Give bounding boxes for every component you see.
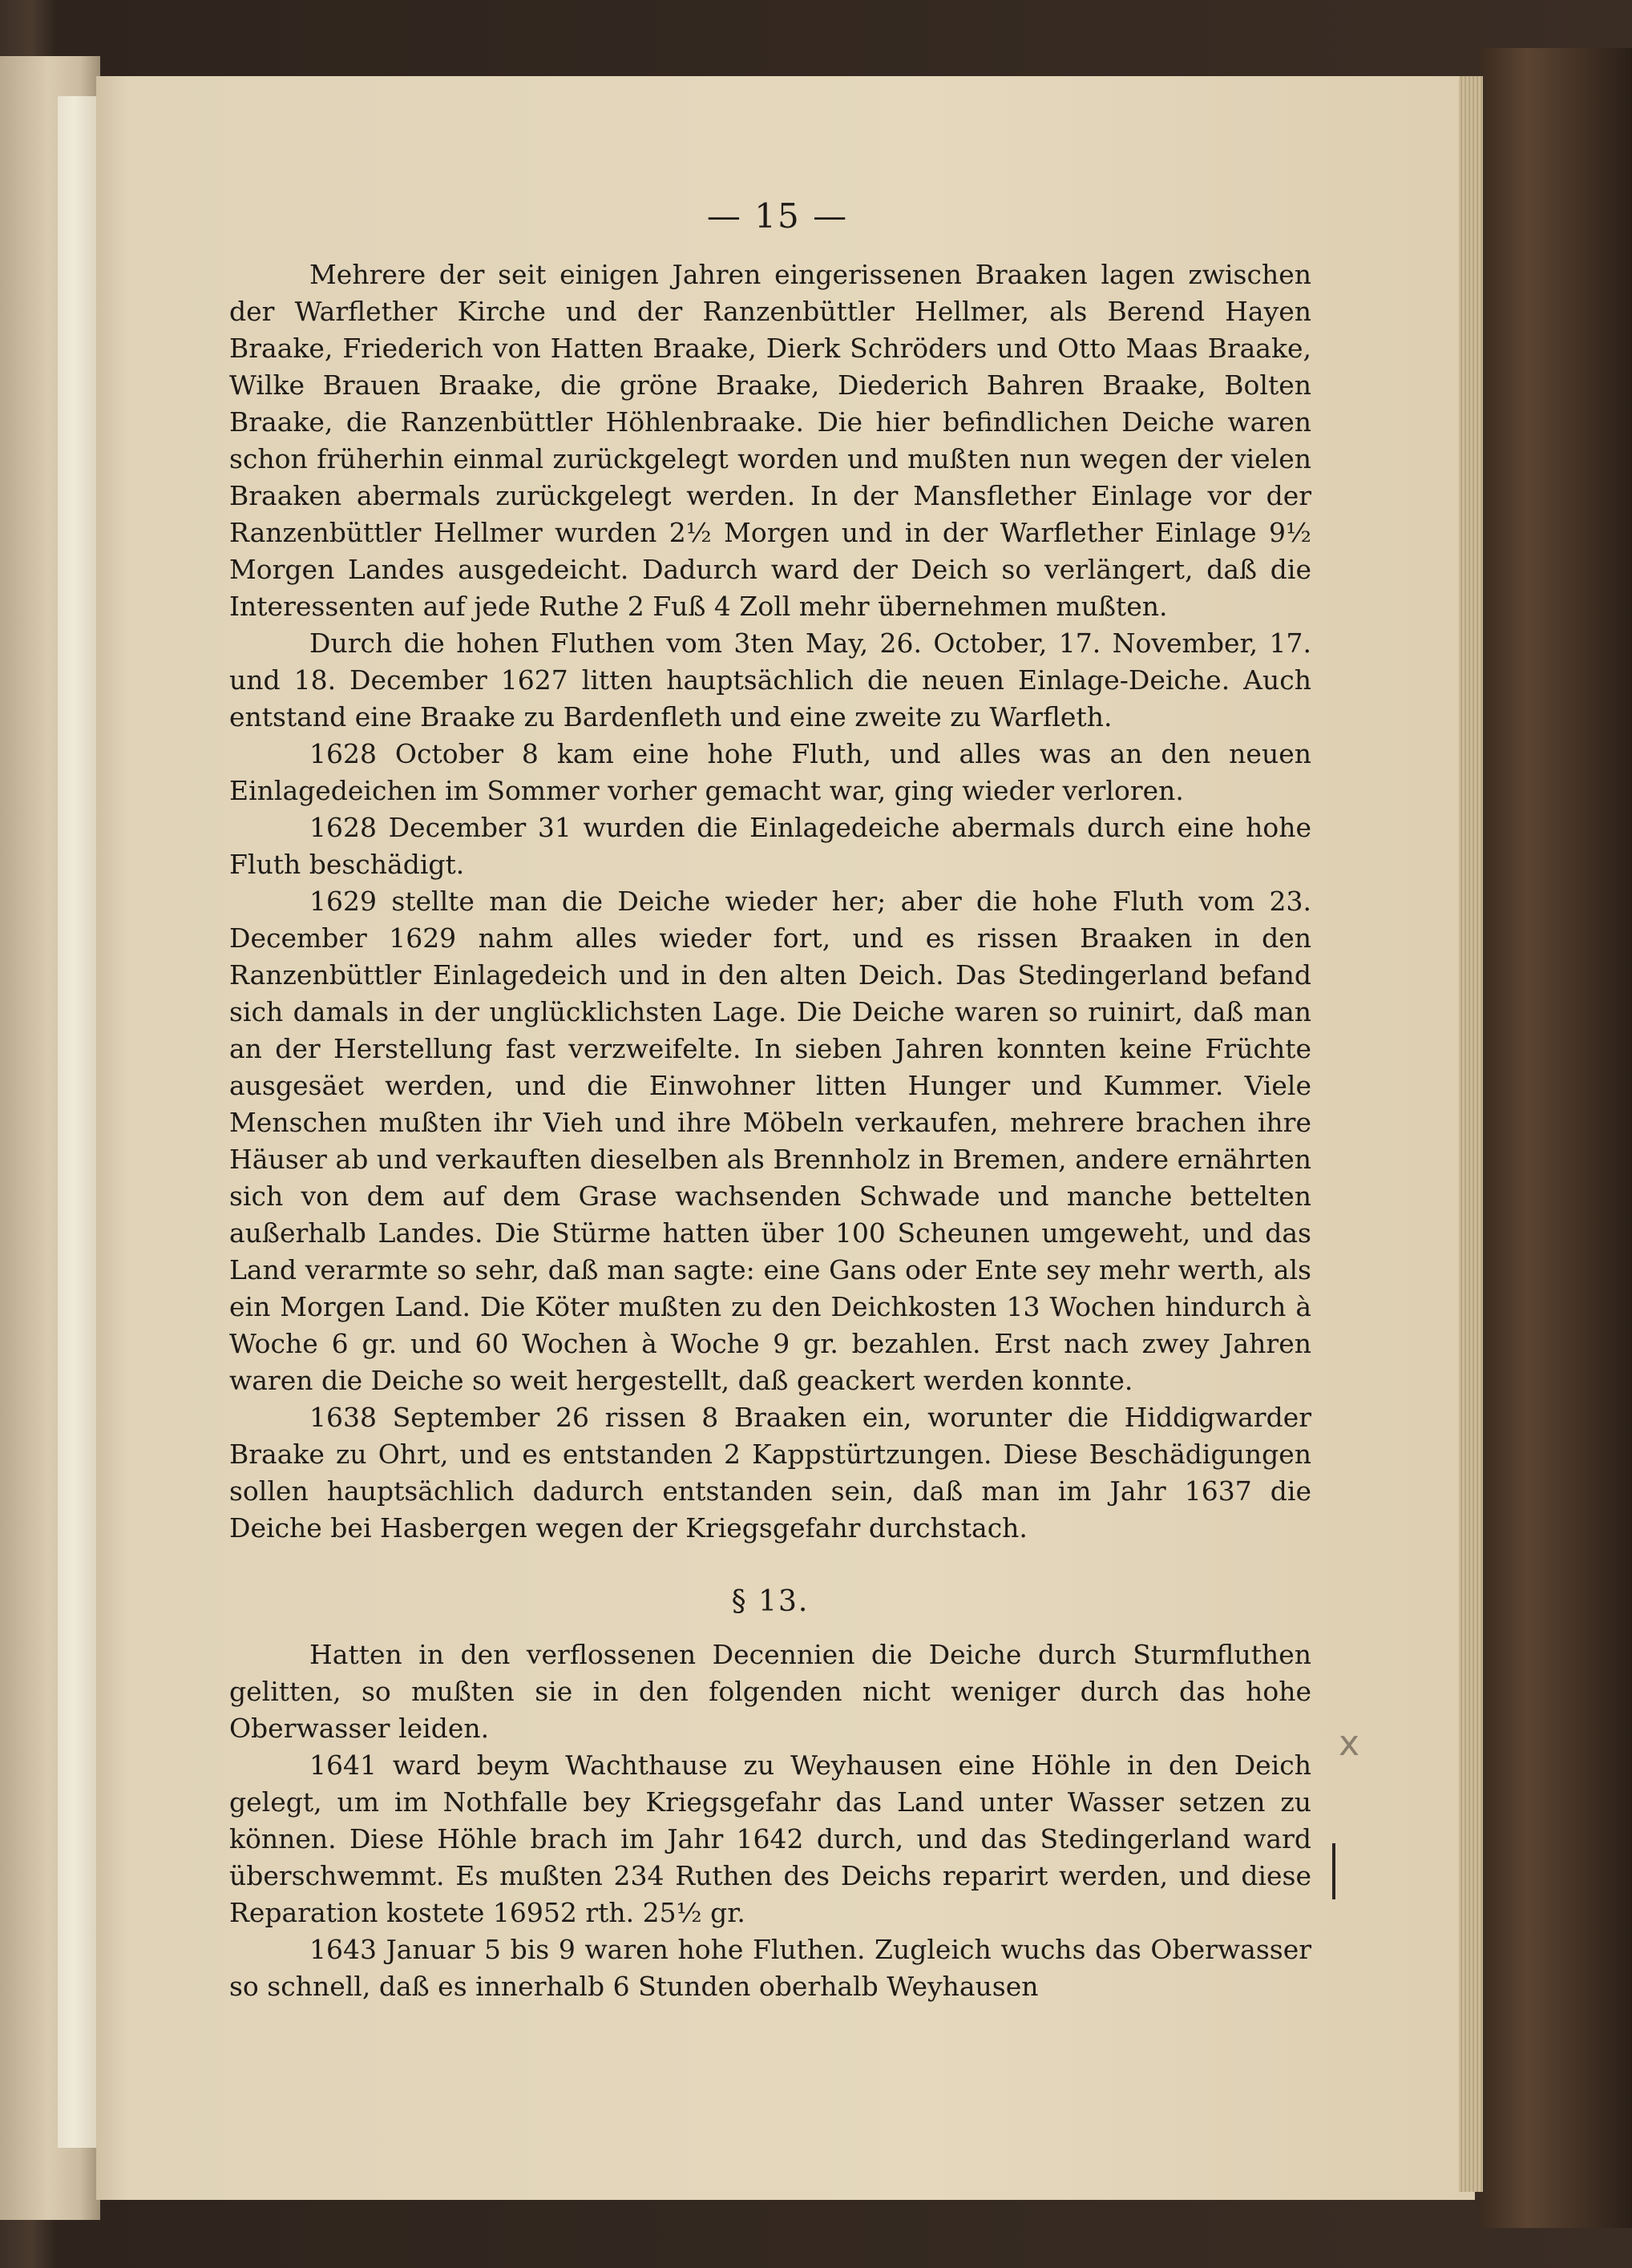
page-number: — 15 —	[706, 196, 849, 236]
page-text	[229, 256, 1311, 2005]
page-edges	[1459, 76, 1483, 2192]
margin-bar-mark	[1332, 1843, 1335, 1899]
paragraph: 1628 December 31 wurden die Einlagedeiche abermals durch eine hohe Fluth beschädigt.	[229, 812, 1311, 880]
margin-note: x	[1339, 1723, 1360, 1764]
book-cover-edge	[1480, 48, 1632, 2228]
paragraph: 1641 ward beym Wachthause zu Weyhausen eine Höhle in den Deich gelegt, um im Nothfalle bey Kriegsgefahr das Land unter Wasser setzen zu können. Diese Höhle brach im Jahr 1642 durch, und das Stedingerland ward überschwemmt. Es mußten 234 Ruthen des Deichs reparirt werden, und diese Reparation kostete 16952 rth. 25½ gr.	[229, 1749, 1311, 1928]
paragraph: Mehrere der seit einigen Jahren eingerissenen Braaken lagen zwischen der Warflether Kirche und der Ranzenbüttler Hellmer, als Berend Hayen Braake, Friederich von Hatten Braake, Dierk Schröders und Otto Maas Braake, Wilke Brauen Braake, die gröne Braake, Diederich Bahren Braake, Bolten Braake, die Ranzenbüttler Höhlenbraake. Die hier befindlichen Deiche waren schon früherhin einmal zurückgelegt worden und mußten nun wegen der vielen Braaken abermals zurückgelegt werden. In der Mansflether Einlage vor der Ranzenbüttler Hellmer wurden 2½ Morgen und in der Warflether Einlage 9½ Morgen Landes ausgedeicht. Dadurch ward der Deich so verlängert, daß die Interessenten auf jede Ruthe 2 Fuß 4 Zoll mehr übernehmen mußten.	[229, 259, 1311, 622]
paragraph: 1629 stellte man die Deiche wieder her; aber die hohe Fluth vom 23. December 1629 nahm alles wieder fort, und es rissen Braaken in den Ranzenbüttler Einlagedeich und in den alten Deich. Das Stedingerland befand sich damals in der unglücklichsten Lage. Die Deiche waren so ruinirt, daß man an der Herstellung fast verzweifelte. In sieben Jahren konnten keine Früchte ausgesäet werden, und die Einwohner litten Hunger und Kummer. Viele Menschen mußten ihr Vieh und ihre Möbeln verkaufen, mehrere brachen ihre Häuser ab und verkauften dieselben als Brennholz in Bremen, andere ernährten sich von dem auf dem Grase wachsenden Schwade und manche bettelten außerhalb Landes. Die Stürme hatten über 100 Scheunen umgeweht, und das Land verarmte so sehr, daß man sagte: eine Gans oder Ente sey mehr werth, als ein Morgen Land. Die Köter mußten zu den Deichkosten 13 Wochen hindurch à Woche 6 gr. und 60 Wochen à Woche 9 gr. bezahlen. Erst nach zwey Jahren waren die Deiche so weit hergestellt, daß geackert werden konnte.	[229, 886, 1311, 1396]
paragraph: 1628 October 8 kam eine hohe Fluth, und alles was an den neuen Einlagedeichen im Sommer vorher gemacht war, ging wieder verloren.	[229, 738, 1311, 806]
section-heading: § 13.	[731, 1585, 810, 1618]
paragraph: 1638 September 26 rissen 8 Braaken ein, worunter die Hiddigwarder Braake zu Ohrt, und es entstanden 2 Kappstürtzungen. Diese Beschädigungen sollen hauptsächlich dadurch entstanden sein, daß man im Jahr 1637 die Deiche bei Hasbergen wegen der Kriegsgefahr durchstach.	[229, 1402, 1311, 1544]
paragraph: 1643 Januar 5 bis 9 waren hohe Fluthen. Zugleich wuchs das Oberwasser so schnell, daß es innerhalb 6 Stunden oberhalb Weyhausen	[229, 1934, 1311, 2002]
paragraph: Durch die hohen Fluthen vom 3ten May, 26. October, 17. November, 17. und 18. December 1627 litten hauptsächlich die neuen Einlage-Deiche. Auch entstand eine Braake zu Bardenfleth und eine zweite zu Warfleth.	[229, 628, 1311, 732]
paragraph: Hatten in den verflossenen Decennien die Deiche durch Sturmfluthen gelitten, so mußten sie in den folgenden nicht weniger durch das hohe Oberwasser leiden.	[229, 1639, 1311, 1744]
